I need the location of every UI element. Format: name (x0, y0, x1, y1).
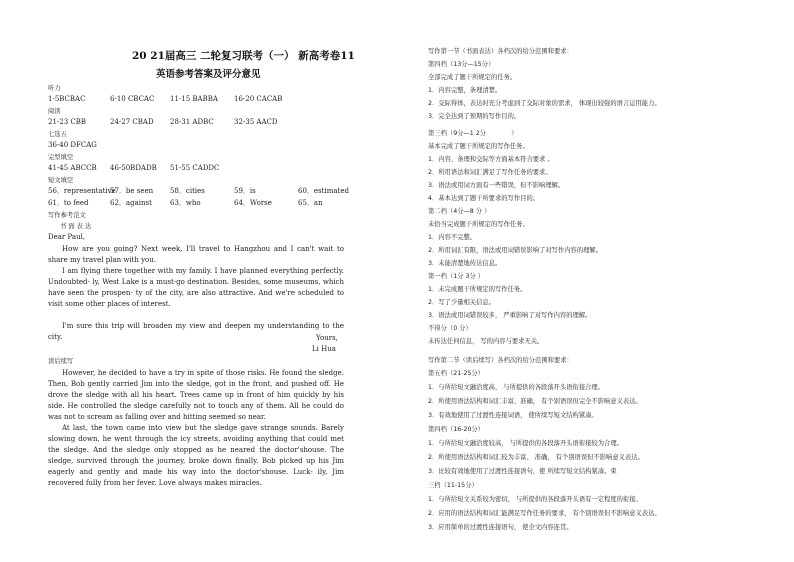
grade4-label: 第四档（13分—15分） (428, 61, 495, 68)
p2-grade5-item: 2．所使用语法结构和词汇丰富、准确， 有个别语误但完全不影响意义表达。 (428, 398, 642, 405)
cloze-answers (48, 164, 398, 174)
continuation-paragraph-2: At last, the town came into view but the sledge gave strange sounds. Barely slowing down, he went through the icy streets, avoiding anything that could met the sledge. And the sledge only stopped as he neared the doctor'shouse. The sledge, survived through the journey, broke down finally. Bob picked up his Jim eagerly and gently and made his way into the doctor'shouse. Luck- ily, Jim recovered fully from her fever. Love always makes miracles. (48, 424, 344, 487)
grammar-answer: 63．who (170, 199, 201, 207)
continuation-label: 读后续写 (48, 358, 74, 365)
answer-group: 21-23 CBB (48, 118, 87, 126)
grammar-answer: 61．to feed (48, 199, 89, 207)
listening-answers (48, 95, 398, 105)
part2-heading: 写作第二节（读后续写）各档次的给分范围和要求： (428, 357, 573, 364)
grammar-fill-row-2 (48, 199, 398, 209)
answer-group: 11-15 BABBA (170, 95, 218, 103)
writing-reference-label: 写作参考范文 (48, 212, 86, 219)
grade4-item: 2．交际得体，表达时充分考虑到了交际对象的需求， 体现出较强的语言运用能力。 (428, 100, 661, 107)
grade4-item: 3．完全达到了预期的写作目的。 (428, 113, 521, 120)
grade3-item: 2．所用语法和词汇满足了写作任务的要求。 (428, 169, 552, 176)
answer-group: 46-50BDADB (110, 164, 157, 172)
grade2-label: 第二档（4分—8 分 ） (428, 208, 491, 215)
p2-grade3-item: 3．应用简单的过渡性连接语句， 使全文内容连贯。 (428, 524, 573, 531)
p2-grade4-item: 2．所使用语法结构和词汇较为丰富、 准确， 有个别语误但不影响意义表达。 (428, 454, 644, 461)
p2-grade4-label: 第四档（16-20分） (428, 426, 485, 433)
grammar-answer: 64．Worse (234, 199, 272, 207)
answer-group: 6-10 CBCAC (110, 95, 155, 103)
p2-grade5-item: 3．有效地使用了过渡性连接词语， 使所续写短文结构紧凑。 (428, 412, 598, 419)
grade4-item: 1．内容完整，条理清楚。 (428, 87, 502, 94)
grade2-item: 2．所用词汇有限，语法或用词错误影响了对写作内容的理解。 (428, 247, 603, 254)
section-label-writing: 书 面 表 达 (60, 223, 92, 230)
grade1-item: 1．未完成题干所规定的写作任务。 (428, 286, 527, 293)
grammar-answer: 57．be seen (110, 187, 154, 195)
letter-paragraph-2: I am flying there together with my family. I have planned everything perfectly. Undoubted- ly, West Lake is a must-go destination. Besides, some museums, which have seen the prospen- ty of the city, are also attractive. And we're scheduled to visit some other places of interest. (48, 267, 344, 308)
grade2-intro: 未恰当完成题干所规定的写作任务。 (428, 221, 529, 228)
zero-grade-label: 不得分（0 分） (428, 325, 472, 332)
grade2-item: 3．未能清楚地传达信息。 (428, 260, 502, 267)
letter-closing: Yours, (316, 334, 338, 342)
reading-answers (48, 118, 398, 128)
grade3-item: 4．基本达到了题干所要求的写作目的。 (428, 195, 540, 202)
letter-paragraph-1: How are you going? Next week, I'll travel to Hangzhou and I can't wait to share my travel plan with you. (48, 245, 344, 264)
answer-group: 51-55 CADDC (170, 164, 220, 172)
grade3-intro: 基本完成了题干所规定的写作任务。 (428, 143, 529, 150)
grade1-item: 2．写了少量相关信息。 (428, 299, 495, 306)
zero-grade-text: 未传达任何信息， 写的内容与要求无关。 (428, 338, 544, 345)
reading-label: 阅读 (48, 108, 61, 115)
cloze-label: 完型填空 (48, 154, 74, 161)
letter-signature: Li Hua (312, 345, 336, 353)
p2-grade4-item: 1．与所给短文融洽度较高， 与所提供的各段落开头语衔接较为合理。 (428, 440, 623, 447)
grammar-answer: 56．representative (48, 187, 116, 195)
answer-group: 32-35 AACD (234, 118, 278, 126)
grade4-intro: 全部完成了题干所规定的任务。 (428, 74, 517, 81)
grade2-item: 1．内容不完整。 (428, 234, 477, 241)
letter-paragraph-3: I'm sure this trip will broaden my view and deepen my understanding to the city. (48, 322, 344, 341)
seven-choose-five-answers (48, 141, 398, 151)
answer-group: 41-45 ABCCB (48, 164, 97, 172)
grade1-item: 3．语法或用词错误较多， 严重影响了对写作内容的理解。 (428, 312, 592, 319)
grammar-fill-label: 短文填空 (48, 177, 74, 184)
grammar-answer: 59．is (234, 187, 256, 195)
seven-choose-five-label: 七选五 (48, 131, 67, 138)
grammar-answer: 65．an (298, 199, 323, 207)
p2-grade5-item: 1．与所给短文融洽度高， 与所提供的各段落开头语衔接合理。 (428, 384, 605, 391)
letter-greeting: Dear Paul, (48, 233, 86, 241)
grammar-answer: 62．against (110, 199, 152, 207)
listening-label: 听力 (48, 85, 61, 92)
p2-grade3-item: 1．与所给短文关系较为密切， 与所提供的各段落开头语有一定程度的衔接。 (428, 496, 642, 503)
document-title: 20 21届高三 二轮复习联考（一） 新高考卷11 (132, 50, 355, 62)
p2-grade4-item: 3．比较有效地使用了过渡性连接语句，使 所续写短文结构紧凑。束 (428, 468, 617, 475)
answer-group: 24-27 CBAD (110, 118, 154, 126)
grammar-answer: 58．cities (170, 187, 205, 195)
grammar-fill-row-1 (48, 187, 398, 197)
part1-heading: 写作第一节（书面表达）各档次的给分范围和要求： (428, 48, 573, 55)
grade1-label: 第一档（1分 3分 ） (428, 273, 485, 280)
grammar-answer: 60．estimated (298, 187, 349, 195)
p2-grade3-item: 2．应用的语法结构和词汇能满足写作任务的要求， 有个别语误但不影响意义表达。 (428, 510, 661, 517)
answer-group: 28-31 ADBC (170, 118, 214, 126)
p2-grade3-label: 三档（11-15分） (428, 482, 478, 489)
answer-group: 16-20 CACAB (234, 95, 283, 103)
answer-group: 36-40 DFCAG (48, 141, 97, 149)
grade3-item: 3．语法或用词方面有一些错误，但不影响理解。 (428, 182, 565, 189)
grade3-label: 第三档（9分—1 2分 ） (428, 130, 518, 137)
grade3-item: 1．内容、条理和交际等方面基本符合要求 。 (428, 156, 554, 163)
p2-grade5-label: 第五档（21-25分） (428, 370, 485, 377)
answer-group: 1-5BCBAC (48, 95, 86, 103)
continuation-paragraph-1: However, he decided to have a try in spite of those risks. He found the sledge. Then, Bob gently carried Jim into the sledge, got in the front, and pushed off. He drove the sledge with all his heart. Trees came up in front of him quickly by his side. He controlled the sledge carefully not to touch any of them. All he could do was not to scream as falling over and hitting seemed so near. (48, 369, 344, 421)
document-subtitle: 英语参考答案及评分意见 (156, 69, 261, 80)
